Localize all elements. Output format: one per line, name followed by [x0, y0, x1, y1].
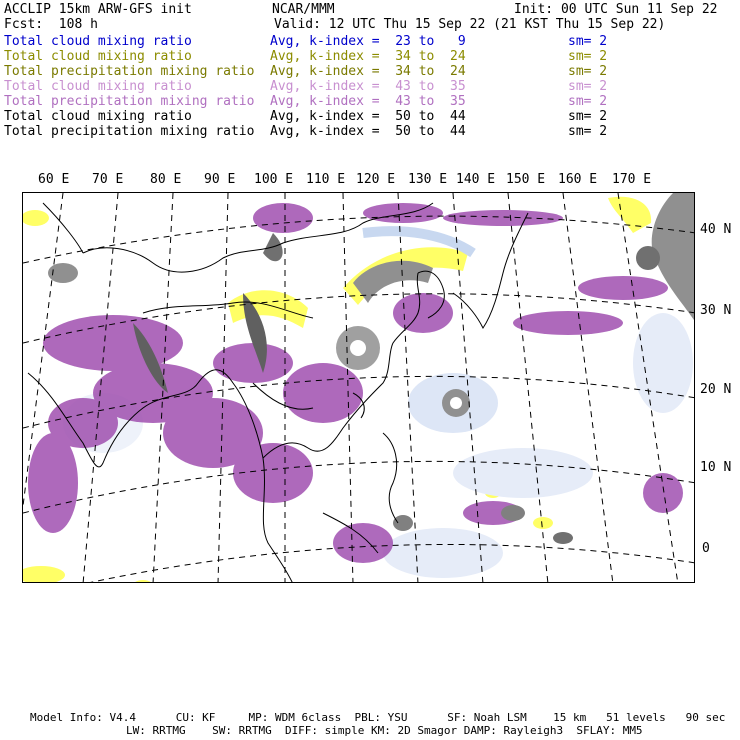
longitude-label: 140 E: [456, 172, 496, 187]
longitude-label: 160 E: [558, 172, 598, 187]
legend-field-label: Total cloud mixing ratio: [4, 109, 192, 124]
legend-avg-label: Avg, k-index = 23 to 9: [270, 34, 466, 49]
longitude-label: 100 E: [254, 172, 294, 187]
purple-patch: [443, 210, 563, 226]
yellow-patch: [533, 517, 553, 529]
legend-sm-label: sm= 2: [568, 79, 608, 94]
longitude-line: [218, 193, 228, 583]
longitude-label: 170 E: [612, 172, 652, 187]
latitude-line: [23, 461, 695, 513]
gray-cloud: [501, 505, 525, 521]
map-canvas: [23, 193, 695, 583]
map-panel: [22, 192, 695, 583]
latitude-label: 40 N: [700, 222, 732, 237]
legend-avg-label: Avg, k-index = 34 to 24: [270, 64, 466, 79]
gray-cloud: [393, 515, 413, 531]
legend-field-label: Total cloud mixing ratio: [4, 79, 192, 94]
yellow-patch: [131, 580, 155, 583]
gray-cloud: [350, 340, 366, 356]
legend-avg-label: Avg, k-index = 50 to 44: [270, 124, 466, 139]
yellow-patch: [23, 210, 49, 226]
purple-patch: [28, 433, 78, 533]
purple-patch: [213, 343, 293, 383]
yellow-patch: [228, 290, 308, 328]
purple-patch: [513, 311, 623, 335]
longitude-label: 150 E: [506, 172, 546, 187]
purple-patch: [233, 443, 313, 503]
longitude-label: 60 E: [38, 172, 70, 187]
legend-sm-label: sm= 2: [568, 64, 608, 79]
yellow-patch: [23, 566, 65, 583]
legend-field-label: Total precipitation mixing ratio: [4, 64, 255, 79]
border-path: [43, 203, 83, 253]
longitude-label: 70 E: [92, 172, 124, 187]
purple-patch: [253, 203, 313, 233]
valid-time: Valid: 12 UTC Thu 15 Sep 22 (21 KST Thu 15 Sep 22): [274, 17, 666, 32]
purple-patch: [43, 315, 183, 371]
legend-avg-label: Avg, k-index = 34 to 24: [270, 49, 466, 64]
latitude-label: 10 N: [700, 460, 732, 475]
latitude-label: 30 N: [700, 303, 732, 318]
gray-cloud: [636, 246, 660, 270]
legend-sm-label: sm= 2: [568, 49, 608, 64]
legend-avg-label: Avg, k-index = 43 to 35: [270, 79, 466, 94]
legend-field-label: Total cloud mixing ratio: [4, 34, 192, 49]
purple-patch: [333, 523, 393, 563]
legend-sm-label: sm= 2: [568, 109, 608, 124]
legend-avg-label: Avg, k-index = 43 to 35: [270, 94, 466, 109]
gray-cloud: [450, 397, 462, 409]
purple-patch: [363, 203, 443, 223]
coastline-path: [383, 433, 398, 523]
purple-patch: [578, 276, 668, 300]
yellow-patch: [608, 197, 651, 233]
longitude-label: 90 E: [204, 172, 236, 187]
mid-cloud-layer: [28, 203, 683, 563]
longitude-line: [508, 193, 548, 583]
model-info-line1: Model Info: V4.4 CU: KF MP: WDM 6class PBL: YSU SF: Noah LSM 15 km 51 levels 90 sec: [30, 711, 726, 724]
purple-patch: [283, 363, 363, 423]
init-time: Init: 00 UTC Sun 11 Sep 22: [514, 2, 718, 17]
gray-cloud: [553, 532, 573, 544]
legend-sm-label: sm= 2: [568, 94, 608, 109]
longitude-line: [563, 193, 613, 583]
precip-area: [383, 528, 503, 578]
legend-sm-label: sm= 2: [568, 34, 608, 49]
model-title: ACCLIP 15km ARW-GFS init: [4, 2, 192, 17]
model-info-line2: LW: RRTMG SW: RRTMG DIFF: simple KM: 2D Smagor DAMP: Rayleigh3 SFLAY: MM5: [126, 724, 643, 737]
latitude-label: 20 N: [700, 382, 732, 397]
latitude-line: [23, 216, 695, 263]
longitude-label: 80 E: [150, 172, 182, 187]
longitude-label: 110 E: [306, 172, 346, 187]
longitude-label: 130 E: [408, 172, 448, 187]
forecast-hour: Fcst: 108 h: [4, 17, 98, 32]
institution-label: NCAR/MMM: [272, 2, 335, 17]
longitude-label: 120 E: [356, 172, 396, 187]
legend-avg-label: Avg, k-index = 50 to 44: [270, 109, 466, 124]
legend-field-label: Total cloud mixing ratio: [4, 49, 192, 64]
coastline-path: [453, 213, 528, 328]
precip-area: [633, 313, 693, 413]
latitude-label: 0: [702, 541, 710, 556]
legend-sm-label: sm= 2: [568, 124, 608, 139]
legend-field-label: Total precipitation mixing ratio: [4, 124, 255, 139]
purple-patch: [643, 473, 683, 513]
legend-field-label: Total precipitation mixing ratio: [4, 94, 255, 109]
